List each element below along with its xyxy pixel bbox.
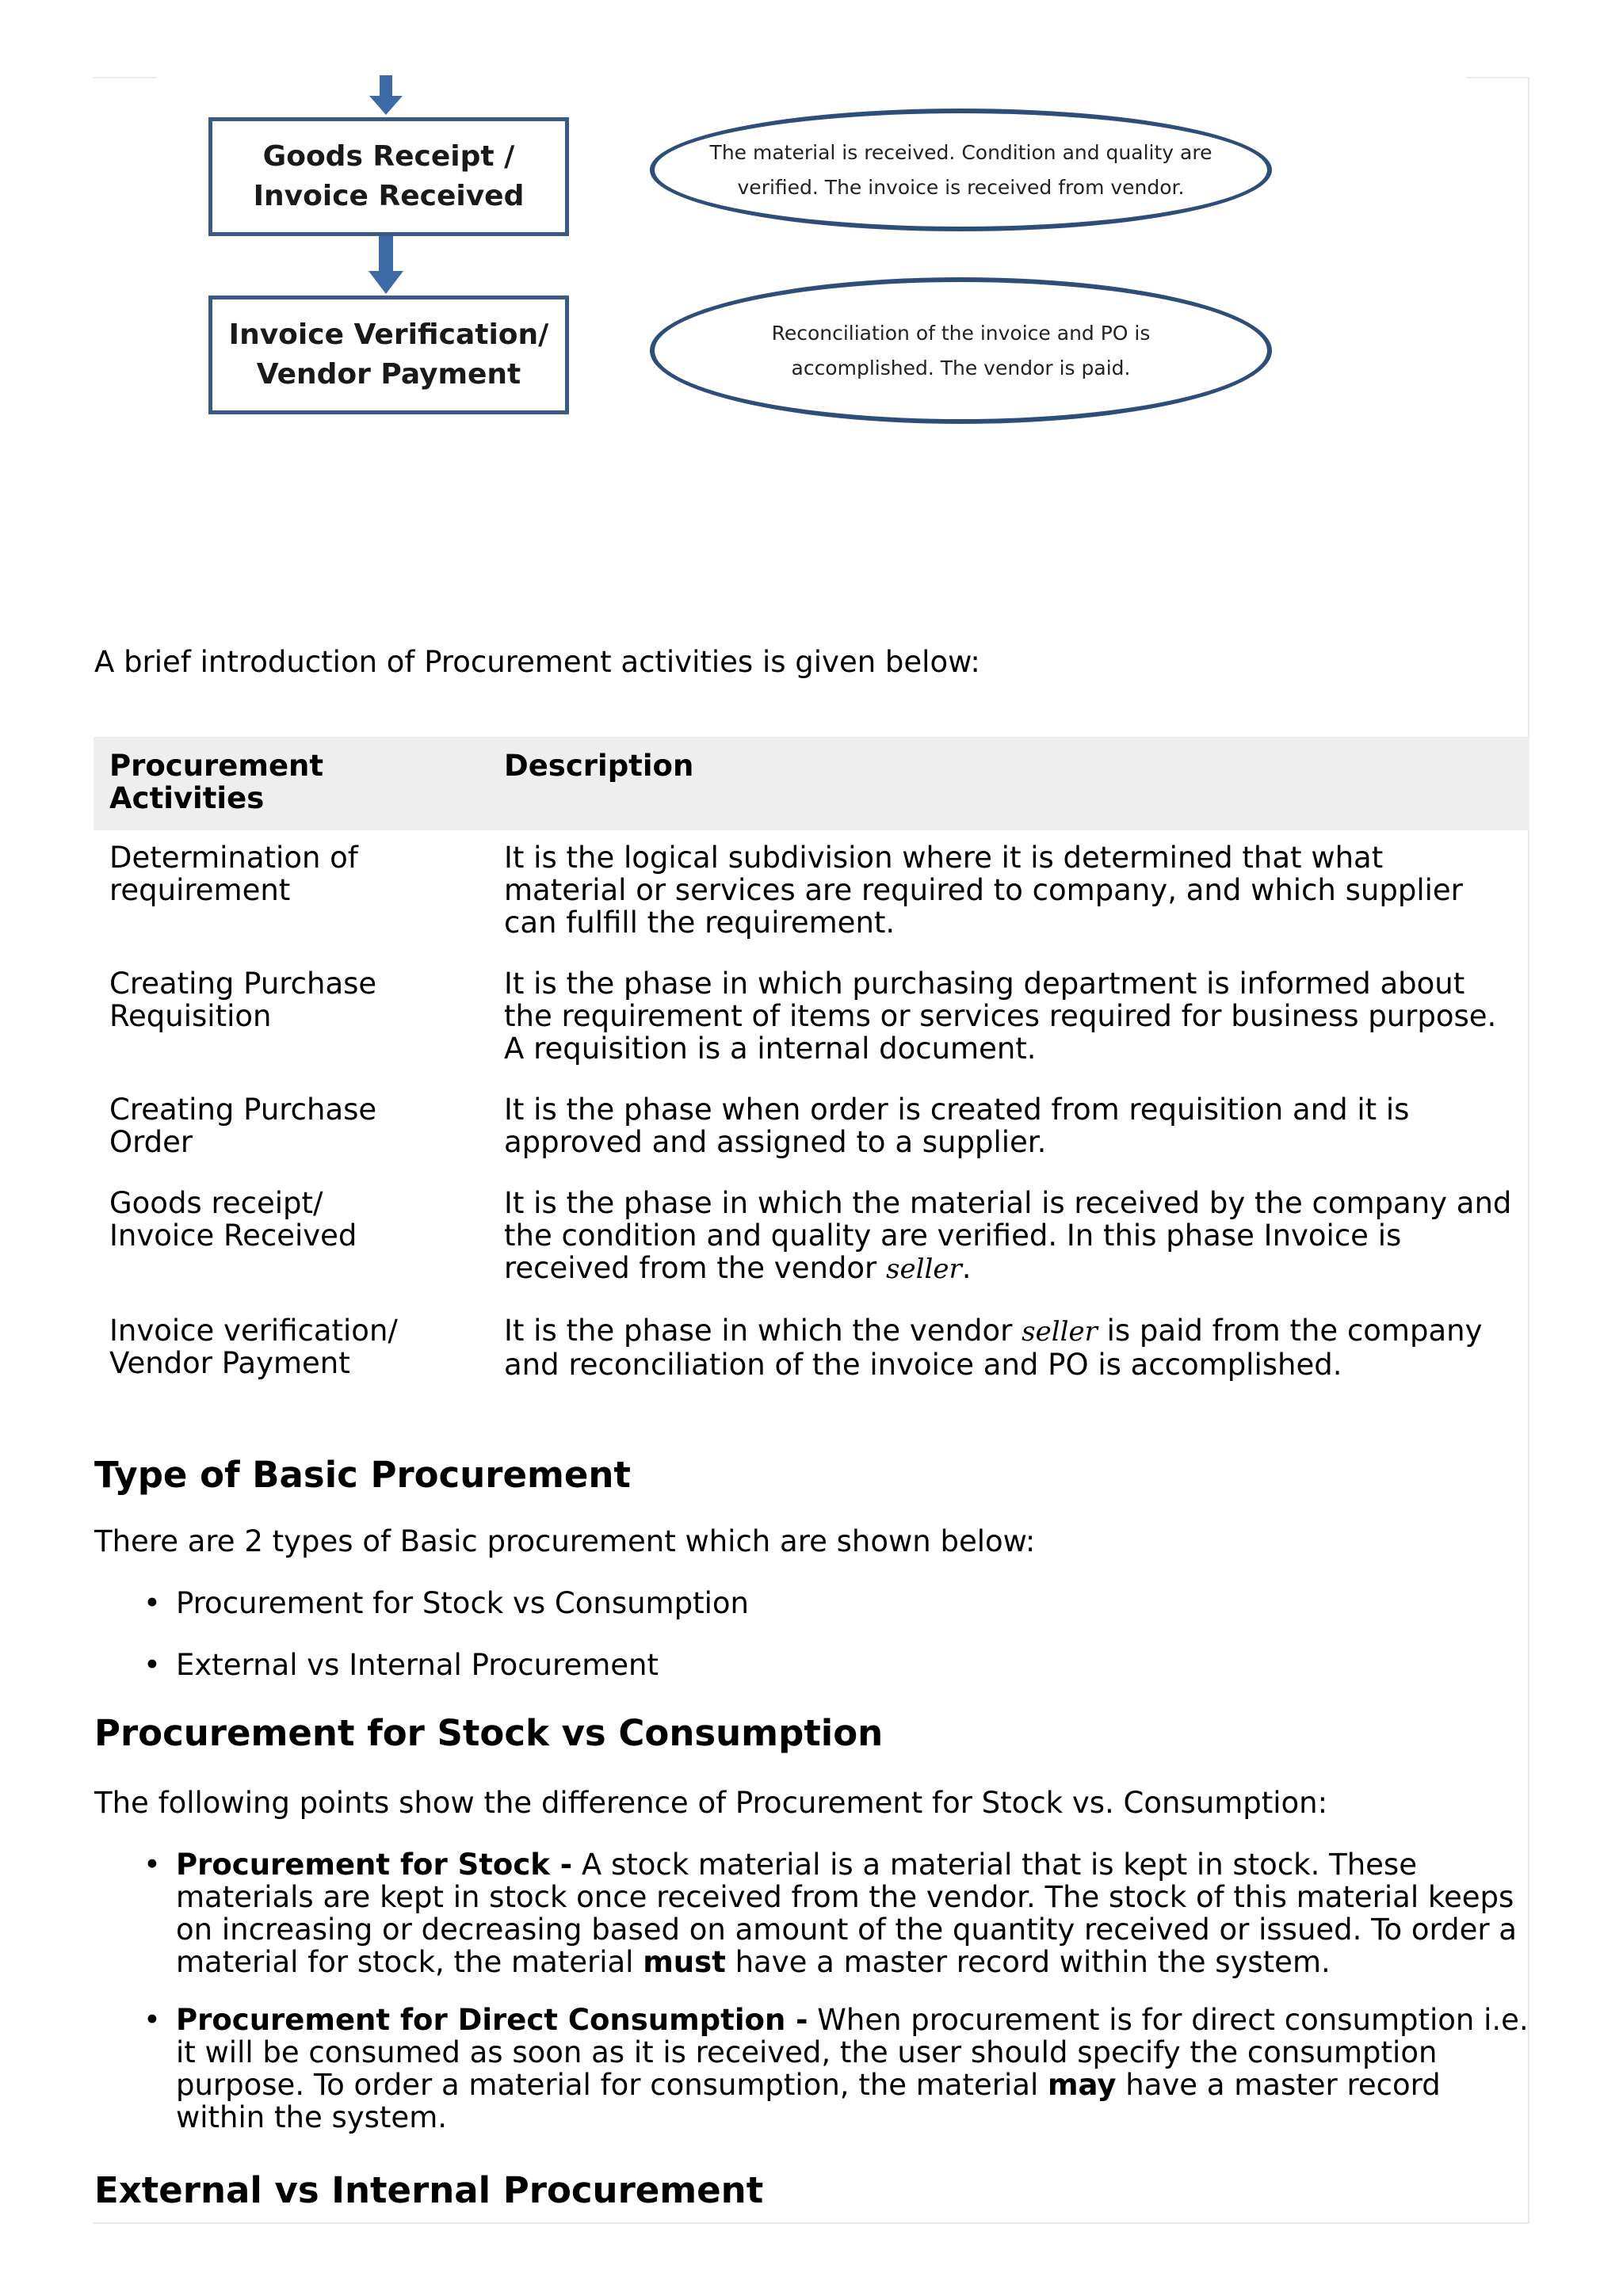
note-line: verified. The invoice is received from vendor. (737, 175, 1185, 199)
description-text: is paid from the company and reconciliation of the invoice and PO is accomplished. (504, 1314, 1483, 1382)
activity-cell: Goods receipt/ Invoice Received (109, 1186, 357, 1253)
goods-receipt-box (208, 117, 569, 236)
activity-cell: Creating Purchase Order (109, 1093, 377, 1159)
list-item (94, 1646, 749, 1684)
seller-term: seller (1022, 1316, 1098, 1348)
table-header-row (94, 737, 1529, 830)
activity-cell: Invoice verification/ Vendor Payment (109, 1314, 398, 1380)
description-text: It is the phase in which the material is received by the company and the condition and quality are verified. In this phase Invoice is received from the vendor (504, 1186, 1512, 1285)
bullet-icon: • (143, 1648, 161, 1682)
seller-term: seller (886, 1253, 962, 1285)
bullet-icon: • (143, 1848, 161, 1882)
activity-cell: Creating Purchase Requisition (109, 967, 377, 1033)
section-heading-stock-vs-consumption: Procurement for Stock vs Consumption (94, 1712, 884, 1754)
table-row (94, 830, 1529, 956)
table-row (94, 1176, 1529, 1303)
invoice-verification-box (208, 296, 569, 414)
page-rule-left (94, 77, 157, 78)
goods-receipt-note (650, 109, 1272, 231)
table-row (94, 1082, 1529, 1176)
list-item-text: When procurement is for direct consumption i.e. it will be consumed as soon as it is received, the user should specify the consumption purpose. To order a material for consumption, the material (176, 2003, 1529, 2102)
description-cell (488, 1303, 1529, 1398)
box-line: Vendor Payment (256, 358, 521, 391)
header-activities: Procurement Activities (94, 737, 488, 830)
list-item-emphasis: may (1048, 2068, 1117, 2102)
list-item (94, 2004, 1531, 2134)
bullet-icon: • (143, 1586, 161, 1620)
note-line: accomplished. The vendor is paid. (791, 356, 1131, 379)
invoice-verification-note (650, 277, 1272, 424)
description-cell: It is the logical subdivision where it is determined that what material or services are required to company, and which supplier can fulfill the requirement. (504, 841, 1463, 940)
description-cell: It is the phase when order is created from requisition and it is approved and assigned to a supplier. (504, 1093, 1410, 1159)
list-item-text: have a master record within the system. (725, 1945, 1331, 1979)
procurement-flow-diagram (198, 75, 1292, 440)
box-line: Invoice Verification/ (228, 318, 549, 351)
basic-procurement-list (94, 1585, 749, 1708)
header-description: Description (488, 737, 1529, 830)
page-rule-right (1466, 77, 1529, 78)
list-item-text: A stock material is a material that is kept in stock. These materials are kept in stock once received from the vendor. The stock of this material keeps on increasing or decreasing based on amount of the quantity received or issued. To order a material for stock, the material (176, 1848, 1517, 1979)
note-line: Reconciliation of the invoice and PO is (771, 321, 1151, 345)
stock-vs-consumption-text: The following points show the difference of Procurement for Stock vs. Consumption: (94, 1786, 1328, 1820)
list-item-text: External vs Internal Procurement (176, 1648, 659, 1682)
list-item-title: Procurement for Direct Consumption - (176, 2003, 808, 2037)
list-item-text: Procurement for Stock vs Consumption (176, 1586, 749, 1620)
list-item-text: have a master record within the system. (176, 2068, 1441, 2134)
section-heading-basic-procurement: Type of Basic Procurement (94, 1454, 631, 1496)
box-line: Invoice Received (253, 180, 525, 212)
list-item-title: Procurement for Stock - (176, 1848, 573, 1882)
down-arrow-icon (366, 75, 406, 116)
table-row (94, 1303, 1529, 1398)
table-row (94, 956, 1529, 1082)
description-text: It is the phase in which the vendor (504, 1314, 1022, 1348)
section-heading-external-vs-internal: External vs Internal Procurement (94, 2169, 764, 2211)
list-item (94, 1585, 749, 1623)
bullet-icon: • (143, 2003, 161, 2037)
activity-cell: Determination of requirement (109, 841, 358, 907)
description-cell (488, 1176, 1529, 1303)
note-line: The material is received. Condition and quality are (709, 140, 1212, 164)
list-item (94, 1848, 1531, 1978)
description-text: . (961, 1251, 972, 1285)
description-cell: It is the phase in which purchasing department is informed about the requirement of items or services required for business purpose. A requisition is a internal document. (504, 967, 1497, 1066)
basic-procurement-text: There are 2 types of Basic procurement which are shown below: (94, 1524, 1036, 1558)
down-arrow-icon (366, 236, 406, 296)
intro-text: A brief introduction of Procurement activities is given below: (94, 645, 980, 679)
box-line: Goods Receipt / (262, 140, 515, 173)
stock-vs-consumption-list (94, 1848, 1531, 2159)
list-item-emphasis: must (643, 1945, 726, 1979)
procurement-activities-table (94, 737, 1529, 1398)
